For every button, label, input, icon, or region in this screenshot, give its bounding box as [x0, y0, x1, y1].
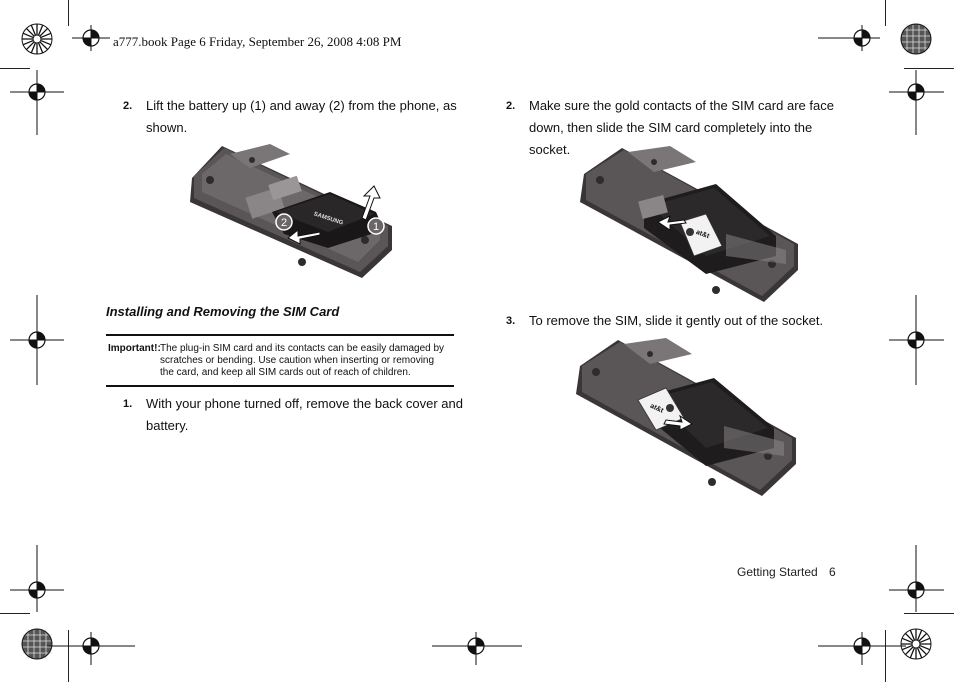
step-insert-sim — [506, 95, 846, 157]
step-number: 2. — [506, 100, 516, 112]
battery-removal-illustration — [180, 140, 400, 282]
step-remove-cover — [123, 393, 463, 437]
important-text-line: the card, and keep all SIM cards out of reach of children. — [160, 367, 411, 378]
callout-1: 1 — [372, 221, 380, 233]
step-text-line: battery. — [146, 418, 189, 433]
step-number: 3. — [506, 315, 516, 327]
footer-section: Getting Started — [737, 565, 818, 579]
important-top-rule — [106, 334, 454, 336]
step-text-line: down, then slide the SIM card completely into the socket. — [529, 120, 813, 157]
important-bottom-rule — [106, 385, 454, 387]
callout-2: 2 — [280, 217, 288, 229]
print-header: a777.book Page 6 Friday, September 26, 2008 4:08 PM — [113, 34, 402, 49]
step-number: 2. — [123, 100, 133, 112]
step-text-line: shown. — [146, 120, 188, 135]
important-text-line: scratches or bending. Use caution when inserting or removing — [160, 355, 435, 366]
step-text-line: Make sure the gold contacts of the SIM card are face — [529, 98, 834, 113]
step-number: 1. — [123, 398, 133, 410]
important-text-line: The plug-in SIM card and its contacts can be easily damaged by — [160, 343, 445, 354]
sim-brand: at&t — [694, 228, 711, 241]
important-label: Important!: — [108, 343, 161, 354]
battery-brand: SAMSUNG — [312, 211, 344, 227]
sim-remove-illustration — [574, 338, 800, 500]
section-title: Installing and Removing the SIM Card — [106, 304, 340, 319]
step-remove-sim — [506, 310, 846, 332]
step-text-line: To remove the SIM, slide it gently out of the socket. — [529, 313, 824, 328]
step-lift-battery — [123, 95, 463, 139]
sim-brand-removed: at&t — [648, 402, 665, 415]
step-text-line: With your phone turned off, remove the back cover and — [146, 396, 463, 411]
page-number: 6 — [829, 565, 836, 579]
sim-insert-illustration — [576, 144, 802, 306]
step-text-line: Lift the battery up (1) and away (2) from the phone, as — [146, 98, 457, 113]
